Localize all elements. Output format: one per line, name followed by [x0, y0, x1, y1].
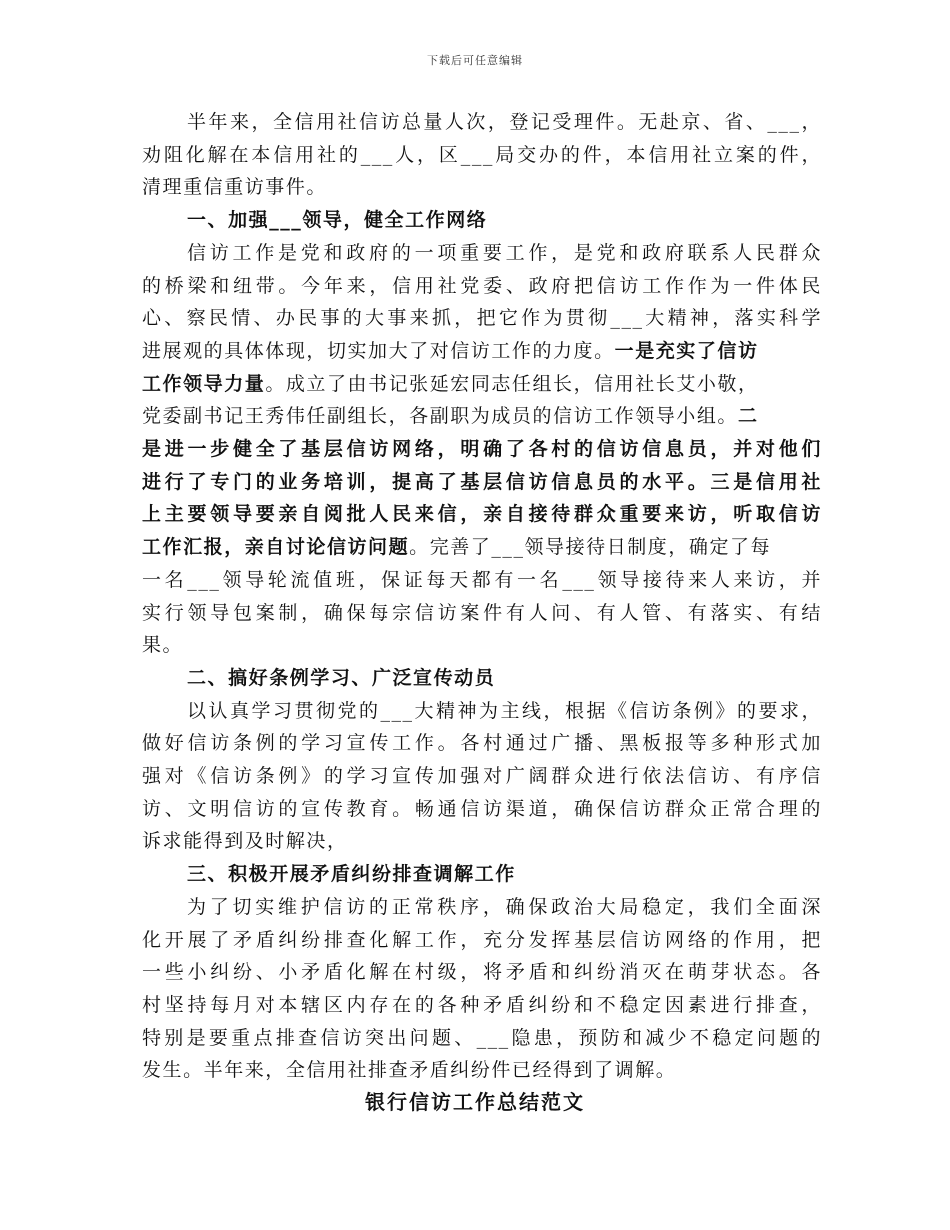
text-line: 心、察民情、办民事的大事来抓，把它作为贯彻___大精神，落实科学	[142, 307, 822, 330]
bold-text-line: 进行了专门的业务培训，提高了基层信访信息员的水平。三是信用社	[142, 470, 822, 493]
paragraph-summary	[142, 106, 822, 204]
text-line	[142, 531, 822, 564]
paragraph-regulations	[142, 695, 822, 859]
paragraph-disputes	[142, 891, 822, 1087]
text-line: 化开展了矛盾纠纷排查化解工作，充分发挥基层信访网络的作用，把	[142, 928, 822, 951]
bold-text-line: 是进一步健全了基层信访网络，明确了各村的信访信息员，并对他们	[142, 438, 822, 461]
text-line: 一些小纠纷、小矛盾化解在村级，将矛盾和纠纷消灭在萌芽状态。各	[142, 961, 822, 984]
text-line	[142, 400, 822, 433]
text-line: 做好信访条例的学习宣传工作。各村通过广播、黑板报等多种形式加	[142, 732, 822, 755]
text-line: 为了切实维护信访的正常秩序，确保政治大局稳定，我们全面深	[187, 895, 822, 918]
text-run: 。完善了___领导接待日制度，确定了每	[409, 536, 772, 559]
text-run: 。成立了由书记张延宏同志任组长，信用社长艾小敬，	[265, 372, 759, 395]
bold-text-run: 工作领导力量	[142, 372, 266, 395]
text-line: 一名___领导轮流值班，保证每天都有一名___领导接待来人来访，并	[142, 568, 822, 591]
text-line: 诉求能得到及时解决，	[142, 830, 348, 853]
text-line: 特别是要重点排查信访突出问题、___隐患，预防和减少不稳定问题的	[142, 1026, 822, 1049]
text-line: 强对《信访条例》的学习宣传加强对广阔群众进行依法信访、有序信	[142, 765, 822, 788]
text-line: 以认真学习贯彻党的___大精神为主线，根据《信访条例》的要求，	[187, 699, 822, 722]
text-line: 村坚持每月对本辖区内存在的各种矛盾纠纷和不稳定因素进行排查，	[142, 993, 822, 1016]
text-run: 党委副书记王秀伟任副组长，各副职为成员的信访工作领导小组。	[142, 405, 738, 428]
paragraph-leadership	[142, 237, 822, 662]
text-line	[142, 368, 822, 401]
text-line: 发生。半年来，全信用社排查矛盾纠纷件已经得到了调解。	[142, 1059, 677, 1082]
bold-text-line: 上主要领导要亲自阅批人民来信，亲自接待群众重要来访，听取信访	[142, 503, 822, 526]
text-line: 实行领导包案制，确保每宗信访案件有人问、有人管、有落实、有结	[142, 601, 822, 624]
section-heading-1: 一、加强___领导，健全工作网络	[187, 209, 488, 232]
page-header-note: 下载后可任意编辑	[427, 54, 523, 67]
document-title: 银行信访工作总结范文	[365, 1090, 585, 1114]
text-run: 进展观的具体体现，切实加大了对信访工作的力度。	[142, 339, 615, 362]
text-line: 半年来，全信用社信访总量人次，登记受理件。无赴京、省、___，	[187, 111, 822, 133]
section-heading-2: 二、搞好条例学习、广泛宣传动员	[187, 666, 496, 689]
bold-text-run: 一是充实了信访	[614, 339, 759, 362]
section-heading-3: 三、积极开展矛盾纠纷排查调解工作	[187, 863, 516, 886]
text-line: 的桥梁和纽带。今年来，信用社党委、政府把信访工作作为一件体民	[142, 274, 822, 297]
text-line: 果。	[142, 634, 184, 657]
document-body	[142, 106, 822, 1087]
bold-text-run: 工作汇报，亲自讨论信访问题	[142, 536, 410, 559]
text-line: 信访工作是党和政府的一项重要工作，是党和政府联系人民群众	[187, 241, 822, 264]
text-line	[142, 335, 822, 368]
text-line: 清理重信重访事件。	[142, 176, 327, 199]
text-line: 劝阻化解在本信用社的___人，区___局交办的件，本信用社立案的件，	[142, 143, 822, 166]
text-line: 访、文明信访的宣传教育。畅通信访渠道，确保信访群众正常合理的	[142, 797, 822, 820]
bold-text-run: 二	[737, 405, 759, 428]
